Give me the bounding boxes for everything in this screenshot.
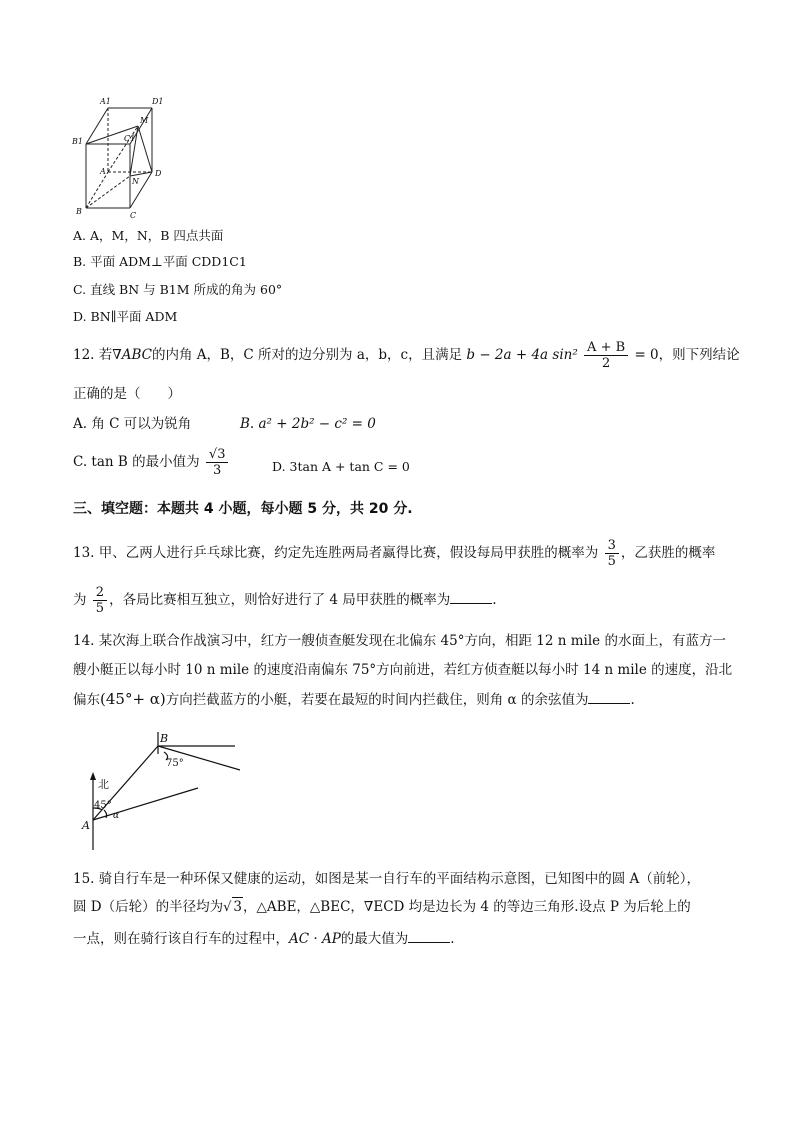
q13-text-pre: 为 bbox=[73, 592, 87, 608]
question-number: 12. bbox=[73, 347, 95, 363]
option-letter: D. bbox=[73, 309, 87, 324]
q11-option-b bbox=[73, 253, 247, 271]
q12-text-c: ，则下列结论 bbox=[658, 347, 740, 363]
q13-line2 bbox=[73, 585, 497, 616]
option-letter: A. bbox=[73, 228, 87, 243]
answer-blank[interactable] bbox=[588, 691, 630, 704]
option-letter: B. bbox=[73, 254, 87, 269]
q14-line1: 14. 某次海上联合作战演习中，红方一艘侦查艇发现在北偏东 45°方向，相距 12 n mile 的水面上，有蓝方一 bbox=[73, 633, 726, 649]
q14-line2: 艘小艇正以每小时 10 n mile 的速度沿南偏东 75°方向前进，若红方侦查艇以每小时 14 n mile 的速度，沿北 bbox=[73, 662, 733, 678]
q12-option-c bbox=[73, 447, 230, 478]
q12-option-a: A. 角 C 可以为锐角 bbox=[73, 416, 192, 432]
q12-condition-right: = 0 bbox=[634, 347, 659, 363]
label-north: 北 bbox=[98, 778, 109, 791]
q13-fraction-q bbox=[93, 585, 107, 616]
q14-text-pre: 偏东 bbox=[73, 692, 100, 708]
label-75: 75° bbox=[166, 758, 184, 769]
q15-line2: 圆 D（后轮）的半径均为√ 3，△ABE，△BEC，∇ECD 均是边长为 4 的等边三角形.设点 P 为后轮上的 bbox=[73, 899, 691, 915]
label-d1: D1 bbox=[152, 97, 164, 106]
option-text: A，M，N，B 四点共面 bbox=[90, 228, 224, 243]
q12-option-d: D. 3tan A + tan C = 0 bbox=[272, 459, 410, 474]
option-text: 平面 ADM⊥平面 CDD1C1 bbox=[90, 254, 247, 269]
q12-text-a: 若 bbox=[98, 347, 113, 363]
q15-period: . bbox=[450, 931, 455, 947]
q13-period: . bbox=[492, 592, 497, 608]
q13-text-end: ，乙获胜的概率 bbox=[620, 545, 716, 561]
answer-blank[interactable] bbox=[450, 591, 492, 604]
q11-option-d bbox=[73, 308, 177, 326]
q13-text-2: ，各局比赛相互独立，则恰好进行了 4 局甲获胜的概率为 bbox=[109, 592, 451, 608]
label-c: C bbox=[130, 211, 137, 220]
q11-option-a bbox=[73, 227, 223, 245]
fraction-denominator: 3 bbox=[213, 463, 222, 478]
q12-condition-left: b − 2a + 4a sin² bbox=[466, 347, 578, 363]
q11-option-c bbox=[73, 281, 282, 299]
q14-angle-expression: (45°+ α) bbox=[100, 690, 166, 708]
option-letter: C. bbox=[73, 282, 87, 297]
q12-stem bbox=[73, 340, 740, 371]
label-a: A bbox=[82, 819, 90, 832]
fraction-denominator: 5 bbox=[95, 601, 105, 616]
section-heading: 三、填空题：本题共 4 小题，每小题 5 分，共 20 分. bbox=[73, 501, 413, 517]
q15-text: ，△ABE，△BEC，∇ECD 均是边长为 4 的等边三角形.设点 P 为后轮上的 bbox=[243, 899, 691, 915]
answer-blank[interactable] bbox=[408, 930, 450, 943]
label-b1: B1 bbox=[72, 137, 83, 146]
q14-period: . bbox=[630, 692, 635, 708]
label-b: B bbox=[160, 732, 169, 745]
q12-text-b: 的内角 A，B，C 所对的边分别为 a，b，c，且满足 bbox=[151, 347, 463, 363]
label-c1: C1 bbox=[124, 134, 136, 143]
q15-sqrt-radicand: 3 bbox=[233, 899, 243, 915]
fraction-denominator: 5 bbox=[607, 554, 616, 569]
fraction-denominator: 2 bbox=[601, 356, 611, 371]
fraction-numerator: 3 bbox=[605, 538, 619, 554]
q15-line3 bbox=[73, 930, 455, 948]
label-d: D bbox=[155, 169, 162, 178]
label-m: M bbox=[140, 116, 149, 125]
q12-stem-line2: 正确的是（ ） bbox=[73, 386, 181, 402]
q15-text-pre: 圆 D（后轮）的半径均为 bbox=[73, 899, 224, 915]
cube-figure bbox=[70, 96, 164, 220]
fraction-numerator: √3 bbox=[206, 447, 229, 463]
q12-option-c-fraction bbox=[206, 447, 229, 478]
q12-option-b: B. a² + 2b² − c² = 0 bbox=[240, 416, 376, 432]
q15-line1: 15. 骑自行车是一种环保又健康的运动，如图是某一自行车的平面结构示意图，已知图中的圆 A（前轮）， bbox=[73, 871, 701, 887]
option-text: 直线 BN 与 B1M 所成的角为 60° bbox=[90, 282, 283, 297]
label-45: 45° bbox=[94, 800, 112, 811]
q15-text: 的最大值为 bbox=[340, 931, 409, 947]
q13-line1 bbox=[73, 538, 715, 569]
q13-text: 13. 甲、乙两人进行乒乓球比赛，约定先连胜两局者赢得比赛，假设每局甲获胜的概率为 bbox=[73, 545, 599, 561]
north-arrow-icon bbox=[90, 772, 96, 780]
q14-text: 方向拦截蓝方的小艇，若要在最短的时间内拦截住，则角 α 的余弦值为 bbox=[165, 692, 589, 708]
q12-triangle: ∇ABC bbox=[112, 347, 152, 363]
option-text: BN∥平面 ADM bbox=[90, 309, 178, 324]
q12-fraction bbox=[584, 340, 628, 371]
q13-fraction-p bbox=[605, 538, 619, 569]
q14-line3 bbox=[73, 690, 635, 709]
label-alpha: α bbox=[113, 811, 120, 821]
fraction-numerator: A + B bbox=[584, 340, 628, 356]
label-n: N bbox=[132, 177, 139, 186]
q15-text-pre: 一点，则在骑行该自行车的过程中， bbox=[73, 931, 289, 947]
label-b: B bbox=[76, 207, 82, 216]
label-a: A bbox=[100, 167, 106, 176]
q15-vector-product: AC · AP bbox=[289, 931, 341, 947]
q12-option-c-text: C. tan B 的最小值为 bbox=[73, 454, 200, 470]
interception-figure bbox=[80, 728, 250, 853]
label-a1: A1 bbox=[100, 97, 111, 106]
fraction-numerator: 2 bbox=[93, 585, 107, 601]
